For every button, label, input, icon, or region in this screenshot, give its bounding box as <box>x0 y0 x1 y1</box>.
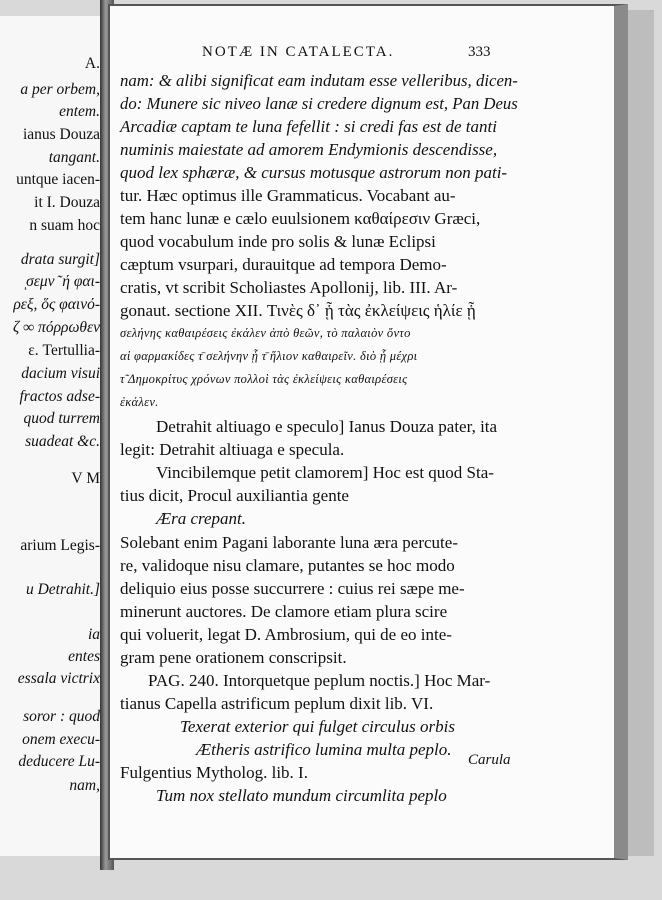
left-page-line: essala victrix <box>17 670 100 687</box>
left-page-line: deducere Lu- <box>18 753 100 770</box>
left-page-line: arium Legis- <box>20 537 100 554</box>
left-page-line: it I. Douza <box>34 194 100 211</box>
text-line: numinis maiestate ad amorem Endymionis descendisse, <box>120 140 498 159</box>
text-line: legit: Detrahit altiuaga e specula. <box>120 440 345 459</box>
text-line: do: Munere sic niveo lanæ si credere dignum est, Pan Deus <box>120 94 518 113</box>
left-page-line: dacium visui <box>21 365 100 382</box>
text-line: quod vocabulum inde pro solis & lunæ Eclipsi <box>120 232 436 251</box>
left-page-line: tangant. <box>48 149 100 166</box>
text-line: Æra crepant. <box>156 509 247 528</box>
text-line: re, validoque nisu clamare, putantes se hoc modo <box>120 556 455 575</box>
left-page-line: u Detrahit.] <box>25 581 100 598</box>
left-page-line: untque iacen- <box>16 171 100 188</box>
text-line: τ̃ Δημοκρίτυς χρόνων πολλοὶ τὰς ἐκλείψεις καθαιρέσεις <box>120 372 408 386</box>
left-page-line: fractos adse- <box>19 388 100 405</box>
left-page-line: nam, <box>69 777 100 794</box>
left-page-line: drata surgit] <box>20 251 100 268</box>
left-page-line: quod turrem <box>23 410 100 427</box>
left-page-line: A. <box>84 55 100 72</box>
text-line: tius dicit, Procul auxiliantia gente <box>120 486 349 505</box>
catchword: Carula <box>468 752 511 768</box>
text-line: Fulgentius Mytholog. lib. I. <box>120 763 308 782</box>
text-line: tianus Capella astrificum peplum dixit lib. VI. <box>120 694 434 713</box>
left-page-line: suadeat &c. <box>25 433 100 450</box>
text-line: gonaut. sectione XII. Τινὲς δ᾽ ᾗ τὰς ἐκλείψεις ἡλίε ᾗ <box>120 301 476 320</box>
text-line: tem hanc lunæ e cælo euulsionem καθαίρεσιν Græci, <box>120 209 481 228</box>
text-line: Detrahit altiuago e speculo] Ianus Douza pater, ita <box>156 417 498 436</box>
text-line: Texerat exterior qui fulget circulus orbis <box>180 717 455 736</box>
text-line: cratis, vt scribit Scholiastes Apollonij, lib. III. Ar- <box>120 278 458 297</box>
left-page-line: entes <box>68 648 100 665</box>
text-line: cæptum vsurpari, durauitque ad tempora Demo- <box>120 255 447 274</box>
left-page-line: ia <box>87 626 100 643</box>
text-line: σελήνης καθαιρέσεις ἐκάλεν ἀπὸ θεῶν, τὸ παλαιὸν ὄντο <box>120 326 411 340</box>
text-line: Vincibilemque petit clamorem] Hoc est quod Sta- <box>156 463 494 482</box>
text-line: minerunt auctores. De clamore etiam plura scire <box>120 602 448 621</box>
text-line: PAG. 240. Intorquetque peplum noctis.] Hoc Mar- <box>148 671 491 690</box>
text-line: Tum nox stellato mundum circumlita peplo <box>156 786 447 805</box>
left-page-line: ianus Douza <box>22 126 100 143</box>
left-page-line: entem. <box>59 103 100 120</box>
left-page-line: ε. Tertullia- <box>28 342 100 359</box>
text-line: qui voluerit, legat D. Ambrosium, qui de eo inte- <box>120 625 452 644</box>
left-page-fragment <box>0 16 107 856</box>
left-page-line: ρεξ, ὅς φαινό- <box>13 296 100 313</box>
left-page-line: n suam hoc <box>29 217 100 234</box>
text-line: quod lex sphæræ, & cursus motusque astrorum non pati- <box>120 163 508 182</box>
text-line: Ætheris astrifico lumina multa peplo. <box>196 740 452 759</box>
text-line: gram pene orationem conscripsit. <box>120 648 347 667</box>
left-page-line: soror : quod <box>23 708 100 725</box>
left-page-line: a per orbem, <box>20 81 100 98</box>
text-line: Arcadiæ captam te luna fefellit : si credi fas est de tanti <box>120 117 497 136</box>
text-line: Solebant enim Pagani laborante luna æra percute- <box>120 533 458 552</box>
left-page-line: ζ ∞ πόρρωθεν <box>12 319 100 336</box>
left-page-line: V M <box>71 470 100 487</box>
text-line: nam: & alibi significat eam indutam esse velleribus, dicen- <box>120 71 518 90</box>
left-page-line: ͅσεμν ͂ ή φαι- <box>26 273 100 290</box>
text-line: ἐκάλεν. <box>120 395 159 409</box>
text-line: tur. Hæc optimus ille Grammaticus. Vocabant au- <box>120 186 456 205</box>
page-number: 333 <box>468 44 491 60</box>
running-head: NOTÆ IN CATALECTA. <box>202 44 395 60</box>
left-page-line: onem execu- <box>22 731 100 748</box>
text-line: αἱ φαρμακίδες τ̄ σελήνην ᾗ τ̄ ἥλιον καθαιρεῖν. διὸ ᾗ μέχρι <box>120 349 418 363</box>
text-line: deliquio eius posse succurrere : cuius rei sæpe me- <box>120 579 465 598</box>
